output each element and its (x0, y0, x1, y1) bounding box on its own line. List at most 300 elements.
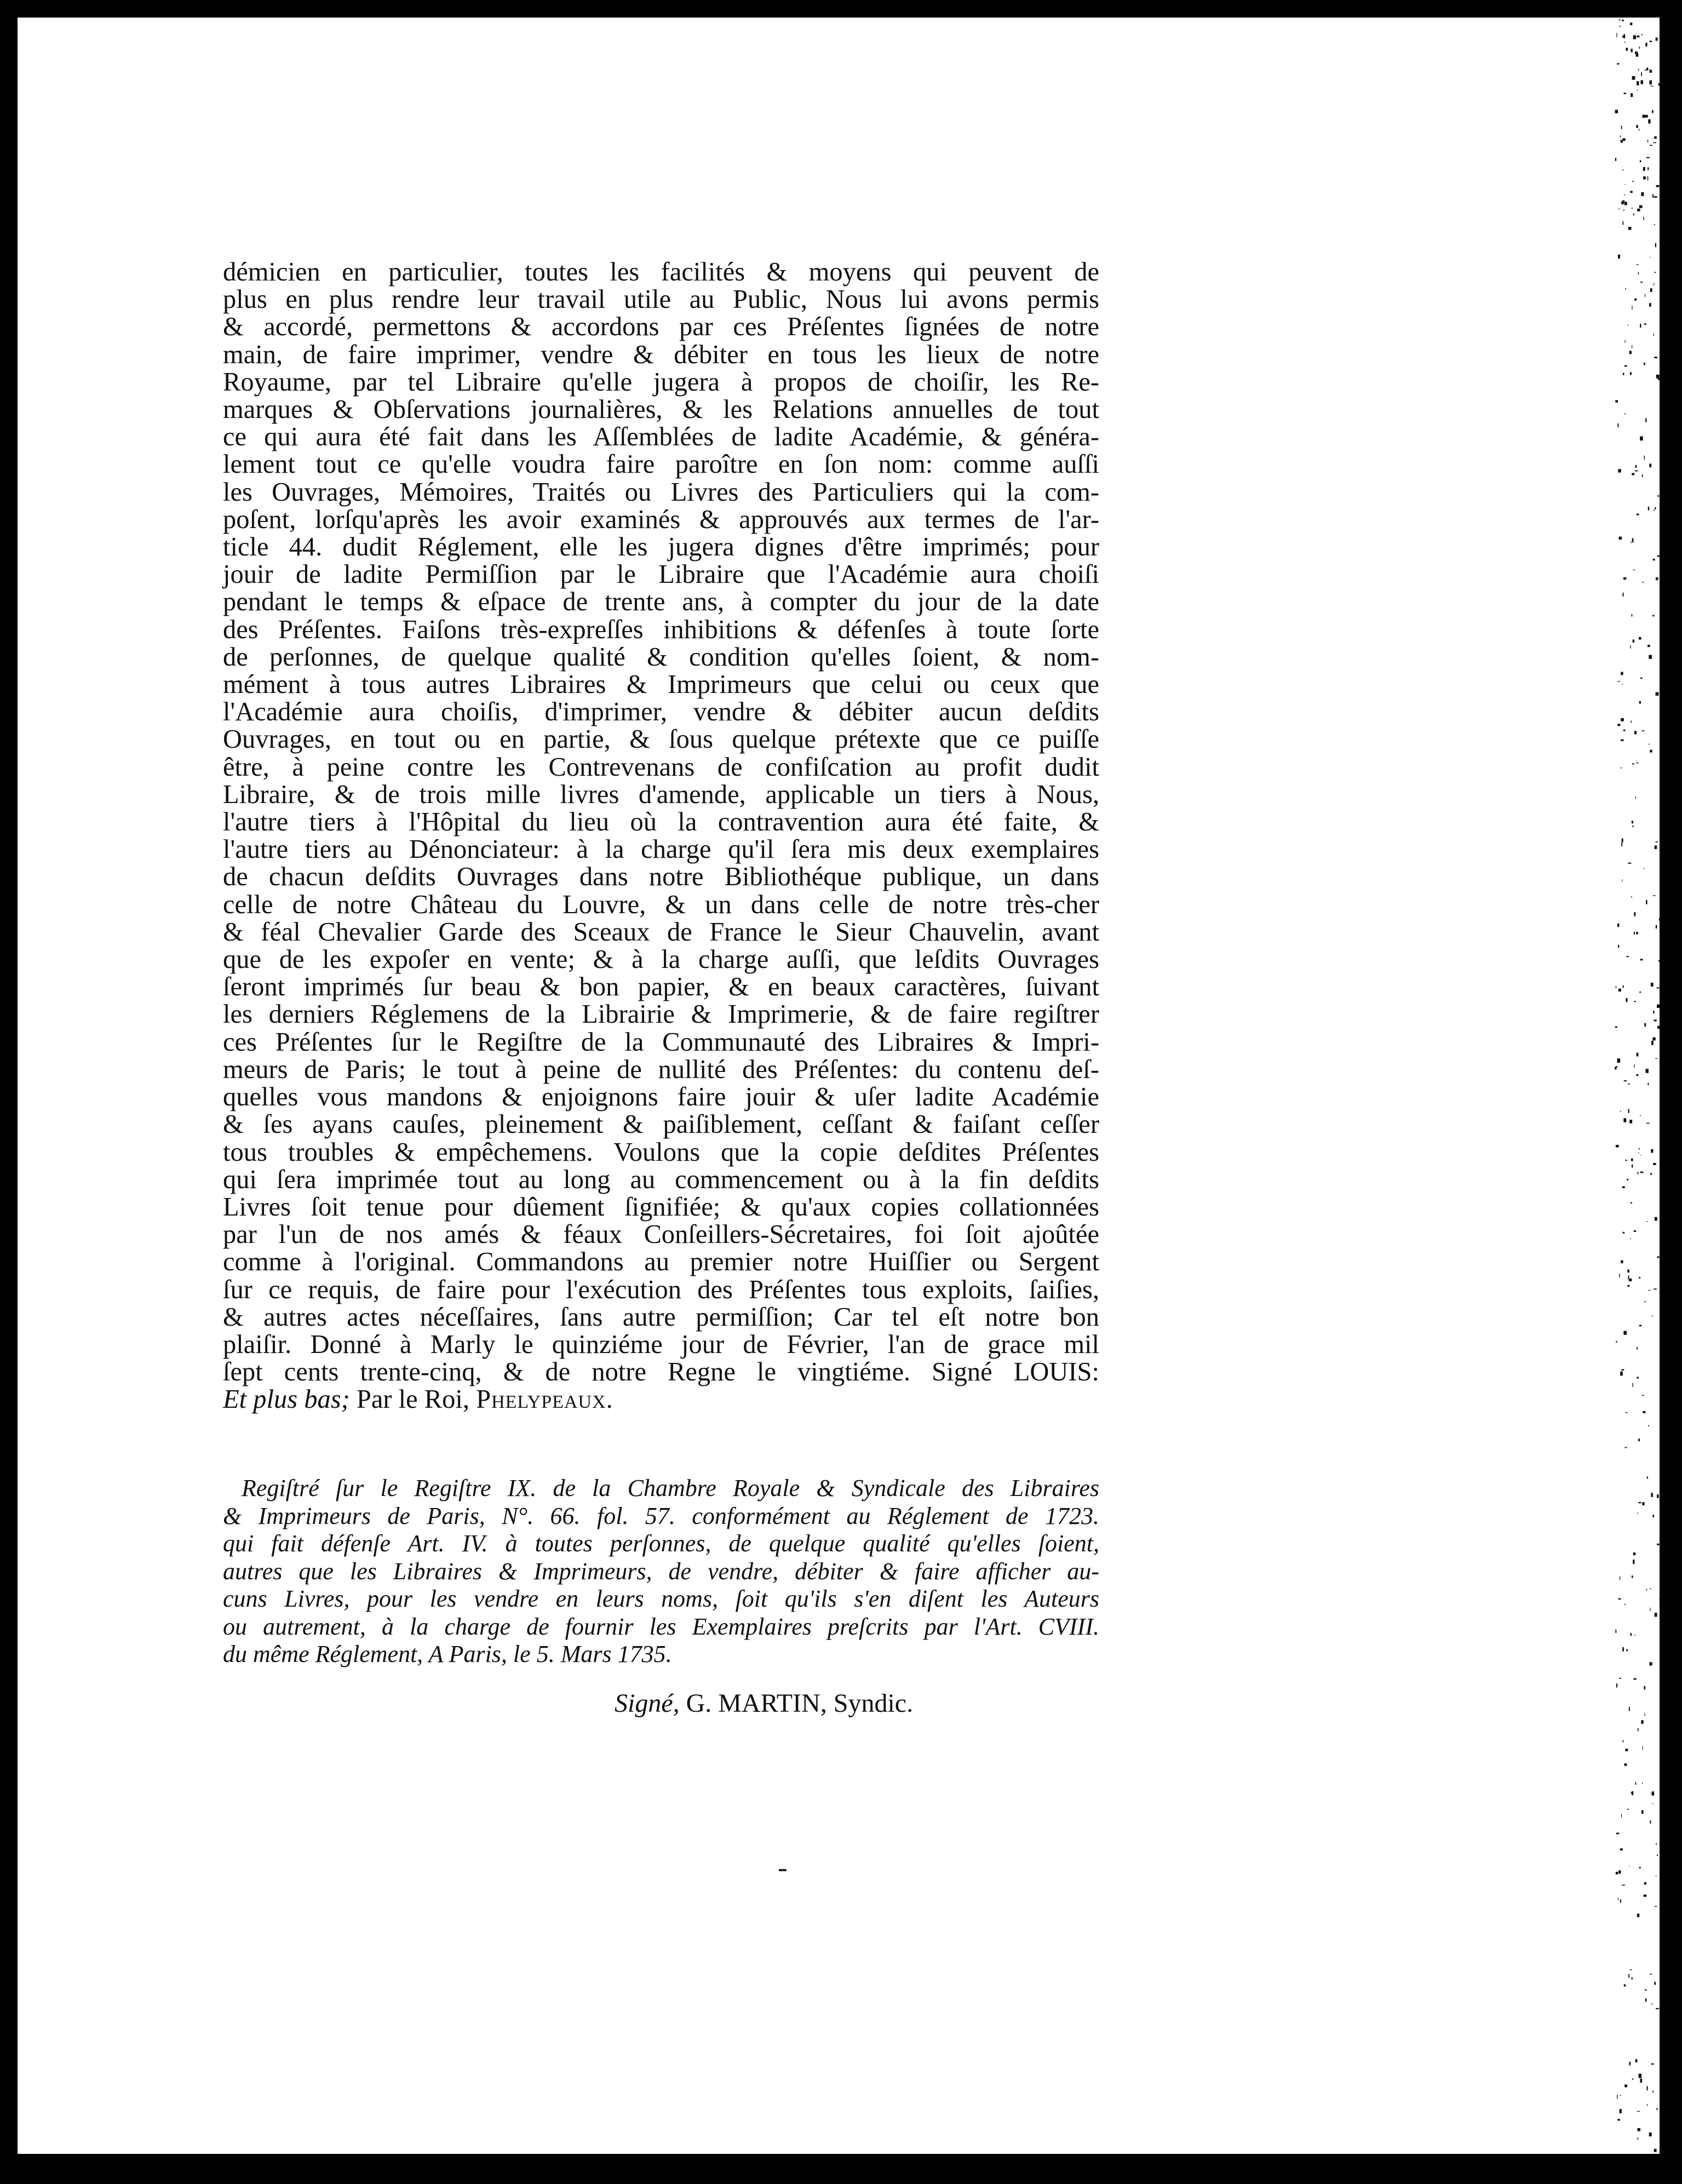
noise-speck (1645, 43, 1647, 47)
noise-speck (1637, 209, 1640, 211)
noise-speck (1640, 81, 1643, 84)
registration-line: du même Réglement, A Paris, le 5. Mars 1735. (223, 1641, 672, 1667)
body-line: l'autre tiers au Dénonciateur: à la charge qu'il ſera mis deux exemplaires (223, 835, 1099, 864)
noise-speck (1640, 324, 1641, 328)
noise-speck (1628, 1109, 1629, 1113)
noise-speck (1652, 1791, 1655, 1795)
noise-speck (1640, 282, 1643, 283)
noise-speck (1616, 1872, 1618, 1875)
noise-speck (1634, 1230, 1636, 1232)
body-line: plaiſir. Donné à Marly le quinziéme jour de Février, l'an de grace mil (223, 1329, 1099, 1359)
noise-speck (1621, 672, 1623, 675)
noise-speck (1623, 593, 1624, 597)
noise-speck (1631, 1202, 1632, 1204)
noise-speck (1648, 1290, 1651, 1291)
body-line: ſur ce requis, de faire pour l'exécution des Préſentes tous exploits, ſaiſies, (223, 1275, 1099, 1304)
signature-name: G. MARTIN, Syndic. (686, 1689, 914, 1718)
noise-speck (1650, 1662, 1652, 1665)
noise-speck (1654, 142, 1656, 144)
noise-speck (1643, 115, 1645, 118)
noise-speck (1641, 1720, 1643, 1724)
closing-by: Par le Roi, (356, 1385, 469, 1414)
noise-speck (1639, 701, 1641, 704)
noise-speck (1650, 81, 1652, 85)
noise-speck (1644, 116, 1647, 117)
noise-speck (1624, 93, 1626, 94)
registration-line: autres que les Libraires & Imprimeurs, de vendre, débiter & faire afficher au- (223, 1557, 1099, 1585)
noise-speck (1651, 86, 1654, 87)
noise-speck (1624, 194, 1626, 195)
noise-speck (1632, 76, 1635, 80)
noise-speck (1620, 136, 1621, 137)
paper-sheet (18, 18, 1664, 2154)
noise-speck (1645, 1998, 1646, 2002)
noise-speck (1638, 1172, 1639, 1174)
noise-speck (1652, 615, 1655, 617)
body-line: ſeront imprimés ſur beau & bon papier, & en beaux caractères, ſuivant (223, 972, 1099, 1002)
noise-speck (1644, 1686, 1645, 1689)
noise-speck (1632, 764, 1634, 765)
noise-speck (1627, 1270, 1629, 1273)
registration-note (223, 1475, 1099, 1669)
body-line: plus en plus rendre leur travail utile au Public, Nous lui avons permis (223, 285, 1099, 314)
closing-name: Phelypeaux. (476, 1385, 613, 1414)
body-line: de perſonnes, de quelque qualité & condition qu'elles ſoient, & nom- (223, 642, 1099, 672)
noise-speck (1633, 35, 1636, 39)
noise-speck (1655, 1058, 1657, 1059)
noise-speck (1624, 365, 1627, 367)
noise-speck (1620, 2109, 1622, 2113)
noise-speck (1632, 1165, 1633, 1168)
noise-speck (1624, 1985, 1626, 1987)
noise-speck (1649, 463, 1651, 467)
noise-speck (1625, 340, 1626, 343)
noise-speck (1622, 200, 1624, 203)
noise-speck (1654, 1288, 1657, 1289)
noise-speck (1656, 1843, 1657, 1844)
noise-speck (1631, 1159, 1633, 1161)
noise-speck (1640, 2079, 1643, 2083)
noise-speck (1651, 1493, 1653, 1497)
noise-speck (1632, 1575, 1633, 1578)
noise-speck (1633, 1560, 1634, 1564)
noise-speck (1637, 1074, 1639, 1076)
noise-speck (1618, 989, 1621, 991)
noise-speck (1655, 1217, 1657, 1221)
body-line: Royaume, par tel Libraire qu'elle jugera à propos de choiſir, les Re- (223, 367, 1099, 397)
noise-speck (1617, 1058, 1621, 1063)
noise-speck (1630, 1969, 1632, 1970)
noise-speck (1656, 375, 1660, 379)
noise-speck (1646, 157, 1650, 158)
noise-speck (1635, 51, 1638, 54)
noise-speck (1624, 42, 1626, 43)
noise-speck (1657, 1494, 1659, 1498)
body-line: comme à l'original. Commandons au premier notre Huiſſier ou Sergent (223, 1247, 1099, 1277)
noise-speck (1626, 1649, 1628, 1652)
noise-speck (1634, 912, 1635, 916)
noise-speck (1627, 1285, 1629, 1287)
noise-speck (1646, 1221, 1648, 1222)
noise-speck (1637, 1913, 1639, 1917)
noise-speck (1650, 750, 1652, 753)
noise-speck (1620, 1372, 1623, 1376)
noise-speck (1626, 998, 1627, 1002)
noise-speck (1622, 221, 1623, 225)
noise-speck (1635, 1782, 1637, 1785)
noise-speck (1646, 1123, 1650, 1124)
noise-speck (1657, 1855, 1658, 1856)
noise-speck (1638, 1502, 1641, 1503)
body-line: ce qui aura été fait dans les Aſſemblées de ladite Académie, & généra- (223, 422, 1099, 452)
noise-speck (1620, 1678, 1621, 1679)
noise-speck (1616, 33, 1617, 37)
registration-line: Regiſtré ſur le Regiſtre IX. de la Chambre Royale & Syndicale des Libraires (242, 1475, 1099, 1501)
noise-speck (1642, 1782, 1643, 1784)
privilege-body-text (223, 259, 1099, 1414)
noise-speck (1645, 1990, 1647, 1991)
noise-speck (1647, 167, 1649, 170)
noise-speck (1642, 1395, 1644, 1396)
noise-speck (1650, 288, 1652, 292)
noise-speck (1656, 1875, 1657, 1876)
noise-speck (1634, 932, 1635, 935)
noise-speck (1641, 34, 1643, 35)
noise-speck (1654, 2149, 1657, 2152)
noise-speck (1637, 81, 1639, 85)
noise-speck (1654, 1982, 1656, 1985)
noise-speck (1633, 1552, 1636, 1555)
body-line: lement tout ce qu'elle voudra faire paroître en ſon nom: comme auſſi (223, 450, 1099, 479)
noise-speck (1656, 2108, 1657, 2110)
noise-speck (1631, 897, 1632, 898)
noise-speck (1623, 373, 1624, 375)
noise-speck (1653, 1163, 1656, 1165)
noise-speck (1621, 1369, 1624, 1371)
noise-speck (1644, 1713, 1645, 1716)
body-line: Ouvrages, en tout ou en partie, & ſous quelque prétexte que ce puiſſe (223, 725, 1099, 754)
noise-speck (1644, 363, 1645, 365)
noise-speck (1637, 1053, 1639, 1057)
ink-dash (779, 1869, 787, 1871)
body-line: qui ſera imprimée tout au long au commencement ou à la fin deſdits (223, 1165, 1099, 1194)
noise-speck (1647, 140, 1648, 143)
noise-speck (1635, 796, 1636, 799)
noise-speck (1632, 1977, 1633, 1980)
noise-speck (1655, 1613, 1657, 1616)
noise-speck (1627, 1809, 1628, 1810)
noise-speck (1644, 323, 1646, 325)
noise-speck (1632, 826, 1633, 827)
noise-speck (1655, 846, 1657, 850)
noise-speck (1638, 1728, 1639, 1731)
noise-speck (1634, 1001, 1636, 1002)
noise-speck (1652, 1037, 1655, 1041)
noise-speck (1652, 1803, 1653, 1804)
noise-speck (1636, 932, 1638, 934)
noise-speck (1632, 181, 1634, 182)
noise-speck (1643, 176, 1646, 179)
noise-speck (1622, 1885, 1625, 1886)
noise-speck (1652, 2091, 1654, 2093)
noise-speck (1632, 1383, 1633, 1387)
noise-speck (1650, 41, 1652, 42)
noise-speck (1638, 69, 1639, 71)
body-line: marques & Obſervations journalières, & les Relations annuelles de tout (223, 395, 1099, 425)
noise-speck (1622, 36, 1625, 37)
noise-speck (1627, 1179, 1628, 1180)
noise-speck (1640, 437, 1643, 441)
noise-speck (1626, 956, 1629, 957)
noise-speck (1617, 924, 1619, 927)
noise-speck (1621, 1260, 1623, 1264)
noise-speck (1656, 185, 1660, 187)
noise-speck (1648, 119, 1650, 124)
noise-speck (1616, 1683, 1617, 1687)
noise-speck (1623, 138, 1626, 141)
body-line: pendant le temps & eſpace de trente ans, à compter du jour de la date (223, 587, 1099, 617)
noise-speck (1633, 213, 1634, 216)
noise-speck (1651, 1149, 1653, 1153)
noise-speck (1653, 1011, 1654, 1013)
noise-speck (1631, 721, 1632, 723)
noise-speck (1629, 1707, 1630, 1711)
noise-speck (1657, 987, 1660, 988)
noise-speck (1624, 1447, 1627, 1448)
noise-speck (1631, 93, 1633, 97)
noise-speck (1635, 465, 1637, 468)
body-line: démicien en particulier, toutes les facilités & moyens qui peuvent de (223, 257, 1099, 286)
body-line: Livres ſoit tenue pour dûement ſignifiée; & qu'aux copies collationnées (223, 1192, 1099, 1222)
noise-speck (1626, 48, 1628, 50)
noise-speck (1644, 1895, 1647, 1897)
noise-speck (1644, 70, 1646, 71)
registration-line: ou autrement, à la charge de fournir les Exemplaires preſcrits par l'Art. CVIII. (223, 1613, 1099, 1640)
noise-speck (1654, 224, 1655, 225)
noise-speck (1656, 2008, 1659, 2009)
noise-speck (1639, 1148, 1640, 1149)
noise-speck (1657, 1544, 1660, 1545)
body-line: être, à peine contre les Contrevenans de confiſcation au profit dudit (223, 752, 1099, 782)
noise-speck (1637, 2111, 1640, 2112)
noise-speck (1641, 192, 1644, 196)
noise-speck (1648, 1082, 1649, 1085)
noise-speck (1617, 423, 1618, 427)
scan-edge-noise (1582, 18, 1664, 2154)
noise-speck (1618, 209, 1620, 210)
noise-speck (1650, 1588, 1651, 1589)
noise-speck (1625, 1160, 1627, 1161)
noise-speck (1647, 2086, 1648, 2090)
noise-speck (1647, 176, 1649, 181)
noise-speck (1645, 1301, 1646, 1303)
noise-speck (1629, 1279, 1632, 1281)
noise-speck (1642, 1502, 1644, 1505)
body-line: par l'un de nos amés & féaux Conſeillers-Sécretaires, foi ſoit ajoûtée (223, 1220, 1099, 1249)
noise-speck (1623, 1232, 1624, 1234)
noise-speck (1616, 1833, 1620, 1835)
noise-speck (1634, 1635, 1635, 1636)
noise-speck (1643, 582, 1644, 583)
noise-speck (1629, 1120, 1632, 1123)
noise-speck (1628, 863, 1631, 864)
noise-speck (1634, 299, 1637, 301)
noise-speck (1646, 900, 1647, 904)
noise-speck (1649, 2133, 1652, 2136)
noise-speck (1637, 1347, 1638, 1349)
noise-speck (1637, 36, 1640, 37)
noise-speck (1622, 879, 1623, 881)
noise-speck (1646, 1069, 1649, 1073)
noise-speck (1632, 2079, 1634, 2080)
noise-speck (1631, 49, 1633, 52)
noise-speck (1639, 637, 1641, 640)
noise-speck (1636, 763, 1638, 764)
noise-speck (1623, 1740, 1624, 1742)
body-line: & ſes ayans cauſes, pleinement & paiſiblement, ceſſant & faiſant ceſſer (223, 1110, 1099, 1139)
body-line: main, de faire imprimer, vendre & débiter en tous les lieux de notre (223, 340, 1099, 369)
noise-speck (1632, 614, 1633, 617)
body-line: les derniers Réglemens de la Librairie & Imprimerie, & de faire regiſtrer (223, 1000, 1099, 1029)
noise-speck (1633, 640, 1634, 643)
noise-speck (1615, 110, 1618, 113)
noise-speck (1656, 925, 1657, 928)
noise-speck (1651, 2063, 1654, 2065)
noise-speck (1638, 2137, 1639, 2140)
noise-speck (1616, 1066, 1617, 1068)
noise-speck (1628, 227, 1632, 230)
noise-speck (1646, 1589, 1647, 1591)
noise-speck (1625, 1749, 1628, 1751)
noise-speck (1653, 559, 1655, 560)
noise-speck (1619, 20, 1621, 21)
body-line: & autres actes néceſſaires, ſans autre permiſſion; Car tel eſt notre bon (223, 1302, 1099, 1332)
noise-speck (1622, 1647, 1624, 1652)
noise-speck (1637, 1377, 1639, 1379)
noise-speck (1652, 110, 1654, 113)
noise-speck (1639, 205, 1643, 208)
closing-line (223, 1386, 1099, 1413)
body-line: l'autre tiers à l'Hôpital du lieu où la contravention aura été faite, & (223, 807, 1099, 837)
noise-speck (1651, 983, 1654, 987)
noise-speck (1646, 2105, 1647, 2106)
noise-speck (1629, 2062, 1631, 2066)
noise-speck (1644, 1023, 1646, 1027)
noise-speck (1656, 692, 1659, 696)
noise-speck (1631, 1792, 1632, 1793)
noise-speck (1636, 125, 1638, 128)
noise-speck (1623, 985, 1624, 988)
body-line: mément à tous autres Libraires & Imprimeurs que celui ou ceux que (223, 670, 1099, 700)
noise-speck (1621, 842, 1622, 846)
noise-speck (1643, 217, 1644, 220)
noise-speck (1622, 684, 1623, 685)
noise-speck (1635, 2059, 1638, 2062)
noise-speck (1626, 1412, 1627, 1413)
noise-speck (1640, 1172, 1644, 1173)
noise-speck (1656, 841, 1658, 842)
noise-speck (1624, 1080, 1627, 1081)
body-line: l'Académie aura choiſis, d'imprimer, vendre & débiter aucun deſdits (223, 697, 1099, 727)
body-line: tous troubles & empêchemens. Voulons que la copie deſdites Préſentes (223, 1137, 1099, 1167)
noise-speck (1639, 991, 1641, 993)
noise-speck (1657, 1256, 1660, 1258)
noise-speck (1640, 1115, 1641, 1116)
noise-speck (1649, 303, 1651, 307)
scan-edge-shadow (1660, 18, 1664, 2154)
noise-speck (1647, 645, 1650, 647)
noise-speck (1639, 1867, 1641, 1868)
noise-speck (1623, 1118, 1626, 1122)
body-line: quelles vous mandons & enjoignons faire jouir & uſer ladite Académie (223, 1082, 1099, 1112)
noise-speck (1647, 1476, 1648, 1478)
noise-speck (1630, 191, 1633, 193)
noise-speck (1637, 2128, 1640, 2131)
body-line: poſent, lorſqu'après les avoir examinés & approuvés aux termes de l'ar- (223, 505, 1099, 534)
noise-speck (1634, 1678, 1637, 1680)
noise-speck (1652, 194, 1654, 198)
noise-speck (1658, 495, 1659, 497)
noise-speck (1643, 167, 1645, 171)
body-line: Libraire, & de trois mille livres d'amende, applicable un tiers à Nous, (223, 779, 1099, 809)
noise-speck (1644, 1882, 1646, 1885)
noise-speck (1623, 577, 1626, 580)
noise-speck (1655, 507, 1656, 509)
noise-speck (1657, 1026, 1660, 1029)
noise-speck (1631, 1633, 1632, 1636)
noise-speck (1624, 184, 1625, 185)
noise-speck (1624, 2084, 1627, 2087)
noise-speck (1615, 1630, 1616, 1633)
noise-speck (1649, 744, 1650, 745)
noise-speck (1623, 209, 1624, 211)
noise-speck (1632, 821, 1633, 823)
noise-speck (1621, 767, 1622, 769)
noise-speck (1648, 507, 1650, 511)
noise-speck (1629, 351, 1632, 354)
noise-speck (1615, 158, 1616, 161)
noise-speck (1656, 38, 1658, 41)
noise-speck (1640, 678, 1643, 679)
noise-speck (1630, 372, 1632, 375)
body-line: de chacun deſdits Ouvrages dans notre Bibliothéque publique, un dans (223, 862, 1099, 892)
noise-speck (1654, 272, 1656, 273)
noise-speck (1648, 1425, 1649, 1426)
noise-speck (1637, 514, 1639, 515)
syndic-signature (615, 1688, 1053, 1718)
noise-speck (1624, 202, 1627, 205)
noise-speck (1642, 730, 1644, 731)
noise-speck (1621, 125, 1622, 129)
noise-speck (1619, 1274, 1620, 1277)
noise-speck (1618, 1598, 1621, 1600)
noise-speck (1630, 645, 1631, 649)
noise-speck (1653, 895, 1655, 896)
noise-speck (1641, 72, 1642, 77)
noise-speck (1643, 1411, 1645, 1413)
noise-speck (1623, 1331, 1627, 1335)
signature-label: Signé, (615, 1689, 680, 1718)
noise-speck (1637, 264, 1639, 265)
noise-speck (1622, 1186, 1625, 1189)
noise-speck (1615, 1067, 1616, 1069)
noise-speck (1622, 20, 1624, 21)
noise-speck (1632, 208, 1633, 209)
registration-line: & Imprimeurs de Paris, N°. 66. fol. 57. conformément au Réglement de 1723. (223, 1502, 1099, 1529)
noise-speck (1619, 537, 1622, 540)
noise-speck (1634, 731, 1637, 734)
noise-speck (1639, 1277, 1641, 1279)
